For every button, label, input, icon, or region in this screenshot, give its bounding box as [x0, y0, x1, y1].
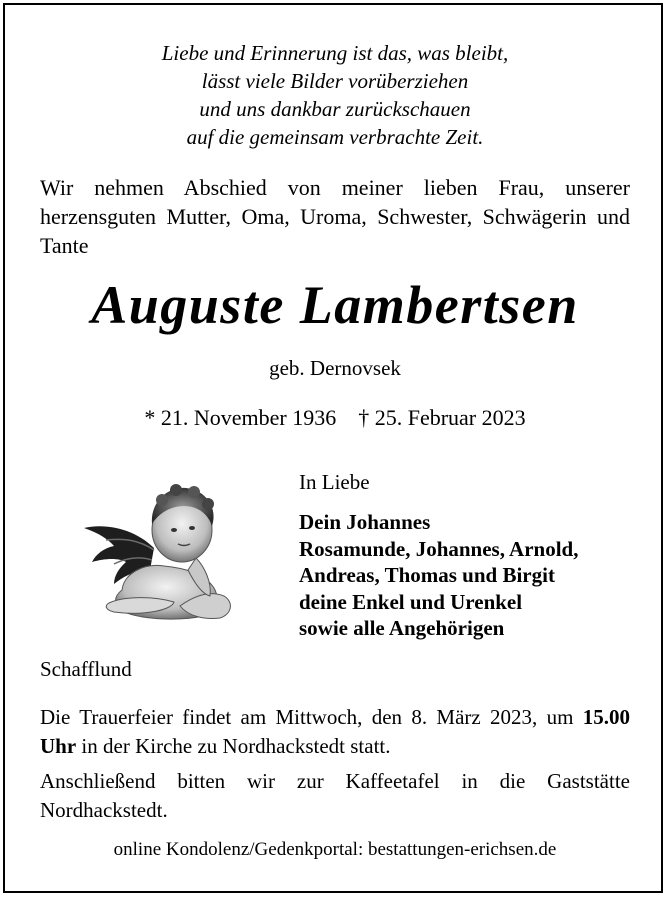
condolence-portal: online Kondolenz/Gedenkportal: bestattungen-erichsen.de	[113, 839, 557, 860]
mourner-line: Andreas, Thomas und Birgit	[299, 563, 555, 587]
birth-date: * 21. November 1936	[144, 405, 337, 430]
cherub-angel-icon	[84, 478, 244, 628]
death-date: † 25. Februar 2023	[358, 405, 526, 430]
place-name: Schafflund	[40, 657, 132, 681]
funeral-service-line: Die Trauerfeier findet am Mittwoch, den 8. März 2023, um	[40, 705, 574, 729]
mourner-line: deine Enkel und Urenkel	[299, 589, 523, 614]
poem-line: lässt viele Bilder vorüberziehen	[201, 69, 469, 93]
mourner-line: Rosamunde, Johannes, Arnold,	[299, 536, 579, 561]
mourners-heading: In Liebe	[299, 470, 370, 494]
poem-line: und uns dankbar zurückschauen	[199, 97, 471, 121]
farewell-intro: Wir nehmen Abschied von meiner lieben Frau, unserer herzensguten Mutter, Oma, Uroma, Schwester, Schwägerin und Tante	[40, 175, 630, 258]
maiden-name: geb. Dernovsek	[269, 356, 401, 380]
funeral-service-text	[40, 703, 630, 761]
poem-line: Liebe und Erinnerung ist das, was bleibt,	[161, 41, 509, 65]
mourner-line: Dein Johannes	[299, 510, 431, 534]
ceremony-info	[40, 703, 630, 831]
mourners-list	[299, 509, 579, 642]
poem-line: auf die gemeinsam verbrachte Zeit.	[186, 125, 484, 149]
life-dates	[0, 404, 670, 432]
mourner-line: sowie alle Angehörigen	[299, 616, 505, 640]
coffee-invitation: Anschließend bitten wir zur Kaffeetafel in die Gaststätte Nordhackstedt.	[40, 769, 630, 822]
funeral-time: 15.00 Uhr	[40, 705, 630, 758]
memorial-poem	[0, 39, 670, 151]
deceased-name: Auguste Lambertsen	[91, 275, 579, 335]
funeral-location: in der Kirche zu Nordhackstedt statt.	[76, 734, 391, 758]
